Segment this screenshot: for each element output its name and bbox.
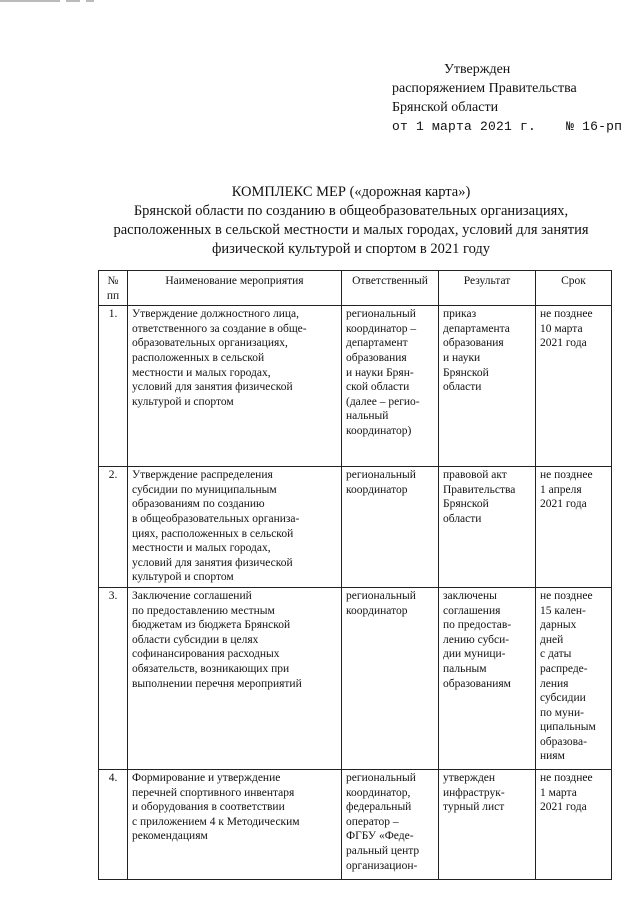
cell-deadline — [536, 769, 612, 879]
cell-line: координатор — [346, 483, 408, 496]
cell-line: утвержден — [443, 771, 496, 784]
cell-responsible — [342, 306, 439, 467]
heading-line: расположенных в сельской местности и малых городах, условий для занятия — [113, 222, 589, 238]
cell-deadline — [536, 306, 612, 467]
cell-line: 2021 года — [540, 337, 587, 350]
cell-line: по муни- — [540, 706, 584, 719]
cell-line: образования — [443, 337, 504, 350]
table-header-row — [99, 271, 612, 306]
header-name: Наименование мероприятия — [128, 271, 342, 306]
cell-result — [439, 306, 536, 467]
heading-title: КОМПЛЕКС МЕР («дорожная карта») — [231, 184, 471, 200]
cell-line: (далее – регио- — [346, 395, 420, 408]
cell-line: координатор – — [346, 322, 417, 335]
cell-line: инфраструк- — [443, 786, 505, 799]
cell-line: департамента — [443, 322, 510, 335]
cell-line: ФГБУ «Феде- — [346, 830, 414, 843]
approval-authority: распоряжением Правительства — [392, 81, 577, 96]
cell-line: распреде- — [540, 662, 588, 675]
cell-line: образовательных организациях, — [132, 337, 288, 350]
cell-line: перечней спортивного инвентаря — [132, 786, 295, 799]
cell-result — [439, 769, 536, 879]
cell-name — [128, 769, 342, 879]
header-result: Результат — [439, 271, 536, 306]
cell-line: образова- — [540, 735, 587, 748]
cell-line: не позднее — [540, 771, 593, 784]
header-num-line: пп — [106, 289, 120, 302]
cell-line: в общеобразовательных организа- — [132, 512, 300, 525]
cell-line: софинансирования расходных — [132, 648, 280, 661]
cell-line: образования — [346, 351, 407, 364]
cell-line: выполнении перечня мероприятий — [132, 677, 302, 690]
number-label: № — [566, 119, 575, 134]
cell-line: циях, расположенных в сельской — [132, 527, 294, 540]
approval-number: 16-рп — [582, 119, 623, 134]
cell-responsible — [342, 467, 439, 588]
cell-line: дней — [540, 633, 564, 646]
cell-line: с приложением 4 к Методическим — [132, 815, 300, 828]
cell-line: координатор, — [346, 786, 411, 799]
table-row — [99, 769, 612, 879]
cell-line: ления — [540, 677, 569, 690]
cell-line: Формирование и утверждение — [132, 771, 281, 784]
cell-line: Утверждение распределения — [132, 469, 273, 482]
cell-line: региональный — [346, 589, 416, 602]
cell-line: региональный — [346, 469, 416, 482]
cell-line: субсидии — [540, 692, 586, 705]
cell-line: Утверждение должностного лица, — [132, 308, 300, 321]
approval-date: 1 марта 2021 г. — [416, 119, 537, 134]
measures-table — [98, 270, 612, 880]
cell-line: рекомендациям — [132, 830, 208, 843]
cell-line: условий для занятия физической — [132, 381, 293, 394]
cell-line: координатор) — [346, 424, 412, 437]
cell-line: не позднее — [540, 469, 593, 482]
document-heading — [96, 183, 606, 259]
cell-line: области — [443, 381, 482, 394]
cell-deadline — [536, 587, 612, 769]
cell-line: федеральный — [346, 801, 412, 814]
approval-stamp — [392, 60, 632, 136]
cell-line: дии муници- — [443, 648, 506, 661]
cell-num: 1. — [99, 306, 128, 467]
date-prefix: от — [392, 119, 409, 134]
cell-line: 2021 года — [540, 801, 587, 814]
cell-line: местности и малых городах, — [132, 366, 271, 379]
cell-line: организацион- — [346, 859, 418, 872]
cell-line: и оборудования в соответствии — [132, 801, 285, 814]
cell-line: обязательств, возникающих при — [132, 662, 290, 675]
cell-result — [439, 587, 536, 769]
cell-line: бюджетам из бюджета Брянской — [132, 619, 291, 632]
approval-date-number — [392, 117, 632, 136]
cell-line: приказ — [443, 308, 477, 321]
cell-line: ской области — [346, 381, 410, 394]
cell-responsible — [342, 769, 439, 879]
header-num — [99, 271, 128, 306]
scan-artifact — [0, 0, 130, 6]
header-deadline: Срок — [536, 271, 612, 306]
cell-line: пальным — [443, 662, 487, 675]
cell-line: Правительства — [443, 483, 516, 496]
cell-line: 10 марта — [540, 322, 583, 335]
cell-line: ципальным — [540, 721, 596, 734]
cell-num: 2. — [99, 467, 128, 588]
cell-line: области субсидии в целях — [132, 633, 259, 646]
cell-line: региональный — [346, 308, 416, 321]
cell-line: оператор – — [346, 815, 399, 828]
header-num-line: № — [107, 275, 119, 287]
cell-line: и науки — [443, 351, 481, 364]
cell-line: правовой акт — [443, 469, 507, 482]
cell-name — [128, 587, 342, 769]
cell-line: ответственного за создание в обще- — [132, 322, 307, 335]
cell-line: региональный — [346, 771, 416, 784]
cell-line: области — [443, 512, 482, 525]
cell-line: 1 марта — [540, 786, 577, 799]
cell-line: турный лист — [443, 801, 505, 814]
cell-name — [128, 306, 342, 467]
cell-line: образованиям — [443, 677, 511, 690]
cell-line: Заключение соглашений — [132, 589, 252, 602]
cell-deadline — [536, 467, 612, 588]
cell-line: соглашения — [443, 604, 501, 617]
cell-line: с даты — [540, 648, 572, 661]
cell-line: по предостав- — [443, 619, 512, 632]
cell-line: дарных — [540, 619, 577, 632]
table-row — [99, 587, 612, 769]
cell-line: и науки Брян- — [346, 366, 414, 379]
cell-line: ниям — [540, 750, 565, 763]
cell-line: ральный центр — [346, 844, 420, 857]
cell-line: не позднее — [540, 589, 593, 602]
cell-line: культурой и спортом — [132, 395, 234, 408]
cell-name — [128, 467, 342, 588]
cell-line: по предоставлению местным — [132, 604, 275, 617]
cell-line: 2021 года — [540, 498, 587, 511]
cell-line: заключены — [443, 589, 497, 602]
table-row — [99, 467, 612, 588]
cell-line: субсидии по муниципальным — [132, 483, 277, 496]
cell-line: Брянской — [443, 366, 489, 379]
cell-result — [439, 467, 536, 588]
cell-num: 3. — [99, 587, 128, 769]
cell-line: департамент — [346, 337, 408, 350]
cell-line: 15 кален- — [540, 604, 586, 617]
header-responsible: Ответственный — [342, 271, 439, 306]
heading-line: физической культурой и спортом в 2021 году — [211, 241, 491, 257]
cell-line: лению субси- — [443, 633, 510, 646]
cell-line: культурой и спортом — [132, 571, 234, 584]
cell-line: координатор — [346, 604, 408, 617]
cell-responsible — [342, 587, 439, 769]
cell-line: расположенных в сельской — [132, 351, 265, 364]
cell-line: нальный — [346, 410, 389, 423]
cell-line: Брянской — [443, 498, 489, 511]
table-row — [99, 306, 612, 467]
cell-num: 4. — [99, 769, 128, 879]
approval-region: Брянской области — [392, 100, 499, 115]
cell-line: 1 апреля — [540, 483, 582, 496]
cell-line: не позднее — [540, 308, 593, 321]
cell-line: условий для занятия физической — [132, 556, 293, 569]
cell-line: местности и малых городах, — [132, 542, 271, 555]
heading-line: Брянской области по созданию в общеобразовательных организациях, — [133, 203, 569, 219]
cell-line: образованиям по созданию — [132, 498, 265, 511]
approval-title: Утвержден — [444, 62, 511, 77]
